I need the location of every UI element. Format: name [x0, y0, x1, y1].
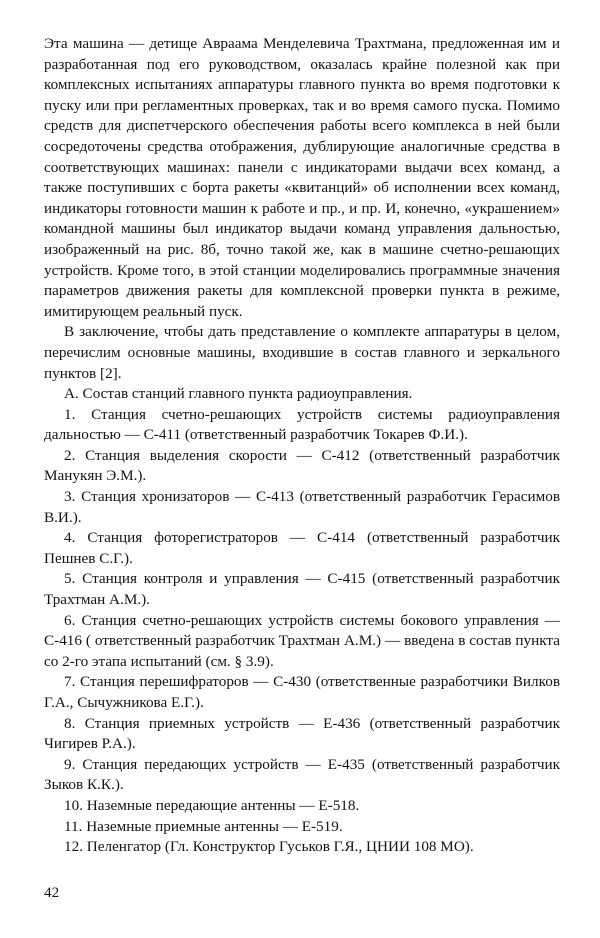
page-number: 42 — [44, 884, 60, 901]
paragraph-conclusion: В заключение, чтобы дать представление о комплекте аппаратуры в целом, перечислим основные машины, входившие в состав главного и зеркального пунктов [2]. — [44, 323, 560, 382]
list-item-4: 4. Станция фоторегистраторов — С-414 (ответственный разработчик Пешнев С.Г.). — [44, 529, 560, 567]
list-item-8: 8. Станция приемных устройств — Е-436 (ответственный разработчик Чигирев Р.А.). — [44, 714, 560, 753]
list-item-11: 11. Наземные приемные антенны — Е-519. — [64, 817, 343, 835]
list-item-5: 5. Станция контроля и управления — С-415 (ответственный разработчик Трахтман А.М.). — [44, 570, 560, 609]
list-item-3: 3. Станция хронизаторов — С-413 (ответственный разработчик Герасимов В.И.). — [44, 488, 560, 526]
list-item-1: 1. Станция счетно-решающих устройств системы радиоуправления дальностью — С-411 (ответственный разработчик Токарев Ф.И.). — [44, 405, 560, 444]
list-item-9: 9. Станция передающих устройств — Е-435 (ответственный разработчик Зыков К.К.). — [44, 755, 560, 794]
list-item-7: 7. Станция перешифраторов — С-430 (ответственные разработчики Вилков Г.А., Сычужникова Е.Г.). — [44, 673, 560, 711]
list-item-6: 6. Станция счетно-решающих устройств системы бокового управления — С-416 ( ответственный разработчик Трахтман А.М.) — введена в состав пункта со 2-го этапа испытаний (см. § 3.9). — [44, 611, 560, 670]
section-heading-a: А. Состав станций главного пункта радиоуправления. — [64, 385, 413, 403]
list-item-10: 10. Наземные передающие антенны — Е-518. — [64, 796, 360, 814]
page-body — [44, 34, 560, 858]
list-item-12: 12. Пеленгатор (Гл. Конструктор Гуськов Г.Я., ЦНИИ 108 МО). — [64, 838, 474, 856]
list-item-2: 2. Станция выделения скорости — С-412 (ответственный разработчик Манукян Э.М.). — [44, 446, 560, 485]
paragraph-machine-description: Эта машина — детище Авраама Менделевича Трахтмана, предложенная им и разработанная под его руководством, оказалась крайне полезной как при комплексных испытаниях аппаратуры главного пункта во время подготовки к пуску или при регламентных проверках, так и во время самого пуска. Помимо средств для диспетчерского обеспечения работы всего комплекса в ней были сосредоточены средства отображения, дублирующие аналогичные средства в соответствующих машинах: панели с индикаторами выдачи всех команд, а также поступивших с борта ракеты «квитанций» об исполнении всех команд, индикаторы готовности машин к работе и пр., и пр. И, конечно, «украшением» командной машины был индикатор выдачи команд управления дальностью, изображенный на рис. 8б, точно такой же, как в машине счетно-решающих устройств. Кроме того, в этой станции моделировались программные значения параметров движения ракеты для комплексной проверки пункта в режиме, имитирующем реальный пуск. — [44, 35, 560, 320]
